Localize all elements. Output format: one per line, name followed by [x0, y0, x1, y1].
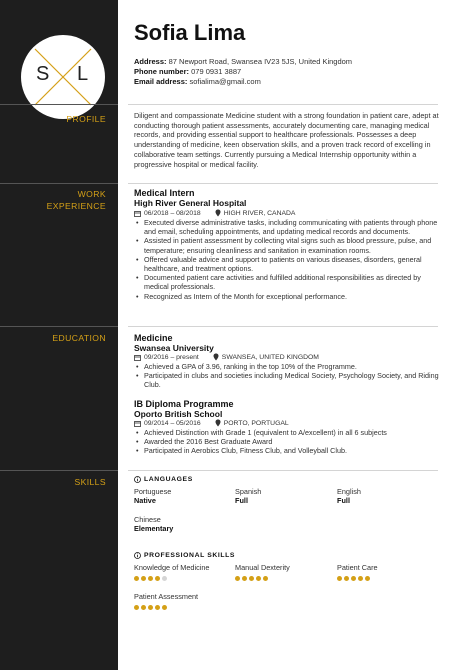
email-value[interactable]: sofialima@gmail.com: [189, 77, 261, 86]
list-item: • Awarded the 2016 Best Graduate Award: [134, 437, 444, 446]
education-heading: EDUCATION: [52, 333, 106, 343]
education-meta: [134, 419, 289, 427]
skill-name: Patient Care: [337, 563, 378, 572]
languages-heading-text: LANGUAGES: [144, 476, 193, 483]
rating-dot-filled: [141, 576, 146, 581]
language-level: Full: [235, 496, 248, 505]
school-name: Swansea University: [134, 343, 214, 353]
language-level: Elementary: [134, 524, 174, 533]
language-name: Chinese: [134, 515, 161, 524]
job-employer: High River General Hospital: [134, 198, 247, 208]
profile-summary: Diligent and compassionate Medicine student with a strong foundation in patient care, adept at conducting thorough patient assessments, accurately documenting care, managing medical records, and providing essential support to healthcare professionals. Possesses a deep understanding of medicine, keen observation skills, and a proven track record of excelling in collaborative team settings. Currently pursuing a Medical Internship opportunity within a progressive hospital or medical facility.: [134, 111, 439, 169]
address-value: 87 Newport Road, Swansea IV23 5JS, United Kingdom: [168, 57, 353, 66]
rating-dot-filled: [351, 576, 356, 581]
list-item: • Achieved Distinction with Grade 1 (equivalent to A/excellent) in all 6 subjects: [134, 428, 444, 437]
calendar-icon: [134, 210, 141, 217]
list-item: • Participated in clubs and societies including Medical Society, Psychology Society, and Riding Club.: [134, 371, 444, 389]
location-pin-icon: [215, 419, 221, 427]
email-label: Email address:: [134, 77, 188, 86]
language-name: English: [337, 487, 361, 496]
language-name: Spanish: [235, 487, 262, 496]
rating-dot-filled: [162, 605, 167, 610]
rating-dot-filled: [337, 576, 342, 581]
rating-dot-filled: [134, 576, 139, 581]
list-item: • Executed diverse administrative tasks, including communicating with patients through phone and email, scheduling appointments, and updating medical records and documents.: [134, 218, 444, 236]
experience-divider: [0, 183, 474, 184]
rating-dot-filled: [155, 576, 160, 581]
location-pin-icon: [215, 209, 221, 217]
experience-bullets: [134, 218, 444, 301]
address-line: [134, 57, 352, 66]
experience-heading: [47, 188, 106, 212]
list-item: • Achieved a GPA of 3.96, ranking in the top 10% of the Programme.: [134, 362, 444, 371]
language-level: Full: [337, 496, 350, 505]
education-dates: 09/2016 – present: [144, 353, 199, 361]
education-divider: [0, 326, 474, 327]
job-title: Medical Intern: [134, 188, 195, 198]
rating-dot-filled: [141, 605, 146, 610]
education-location: SWANSEA, UNITED KINGDOM: [221, 353, 319, 361]
rating-dot-filled: [263, 576, 268, 581]
language-name: Portuguese: [134, 487, 172, 496]
skill-rating: [134, 576, 167, 581]
calendar-icon: [134, 354, 141, 361]
education-bullets: [134, 428, 444, 456]
phone-value: 079 0931 3887: [191, 67, 242, 76]
location-pin-icon: [213, 353, 219, 361]
education-location: PORTO, PORTUGAL: [223, 419, 289, 427]
phone-label: Phone number:: [134, 67, 190, 76]
candidate-name: Sofia Lima: [134, 20, 246, 45]
language-level: Native: [134, 496, 156, 505]
experience-heading-line1: WORK: [77, 189, 106, 199]
skills-heading: SKILLS: [74, 477, 106, 487]
skill-rating: [235, 576, 268, 581]
education-dates: 09/2014 – 05/2016: [144, 419, 201, 427]
experience-heading-line2: EXPERIENCE: [46, 201, 106, 211]
skill-name: Patient Assessment: [134, 592, 199, 601]
rating-dot-filled: [235, 576, 240, 581]
rating-dot-filled: [155, 605, 160, 610]
email-line: [134, 77, 261, 86]
phone-line: [134, 67, 241, 76]
monogram-logo: [21, 35, 105, 119]
rating-dot-filled: [242, 576, 247, 581]
monogram-last-initial: L: [77, 63, 89, 85]
rating-dot-empty: [162, 576, 167, 581]
school-name: Oporto British School: [134, 409, 223, 419]
skills-divider: [0, 470, 474, 471]
rating-dot-filled: [365, 576, 370, 581]
professional-skills-heading-text: PROFESSIONAL SKILLS: [144, 552, 235, 559]
job-dates: 06/2018 – 08/2018: [144, 209, 201, 217]
list-item: • Assisted in patient assessment by collecting vital signs such as blood pressure, pulse, and temperature; ensuring cleanliness and sanitation in examination rooms.: [134, 236, 444, 254]
rating-dot-filled: [148, 605, 153, 610]
rating-dot-filled: [249, 576, 254, 581]
rating-dot-filled: [148, 576, 153, 581]
job-meta: [134, 209, 295, 217]
monogram-cross-icon: [21, 35, 105, 119]
job-location: HIGH RIVER, CANADA: [223, 209, 296, 217]
list-item: • Offered valuable advice and support to patients on various diseases, disorders, general healthcare, and treatment options.: [134, 255, 444, 273]
education-meta: [134, 353, 319, 361]
profile-divider: [0, 104, 474, 105]
rating-dot-filled: [358, 576, 363, 581]
skill-name: Knowledge of Medicine: [134, 563, 210, 572]
list-item: • Documented patient care activities and fulfilled additional responsibilities as directed by medical professionals.: [134, 273, 444, 291]
skill-rating: [337, 576, 370, 581]
calendar-icon: [134, 420, 141, 427]
list-item: • Participated in Aerobics Club, Fitness Club, and Volleyball Club.: [134, 446, 444, 455]
degree-title: IB Diploma Programme: [134, 399, 234, 409]
list-item: • Recognized as Intern of the Month for exceptional performance.: [134, 292, 444, 301]
professional-skills-heading: [134, 552, 235, 559]
rating-dot-filled: [344, 576, 349, 581]
info-icon: [134, 476, 141, 483]
rating-dot-filled: [134, 605, 139, 610]
profile-heading: PROFILE: [66, 114, 106, 124]
address-label: Address:: [134, 57, 167, 66]
skill-name: Manual Dexterity: [235, 563, 290, 572]
skill-rating: [134, 605, 167, 610]
languages-heading: [134, 476, 193, 483]
degree-title: Medicine: [134, 333, 173, 343]
rating-dot-filled: [256, 576, 261, 581]
education-bullets: [134, 362, 444, 390]
info-icon: [134, 552, 141, 559]
monogram-first-initial: S: [36, 63, 50, 85]
